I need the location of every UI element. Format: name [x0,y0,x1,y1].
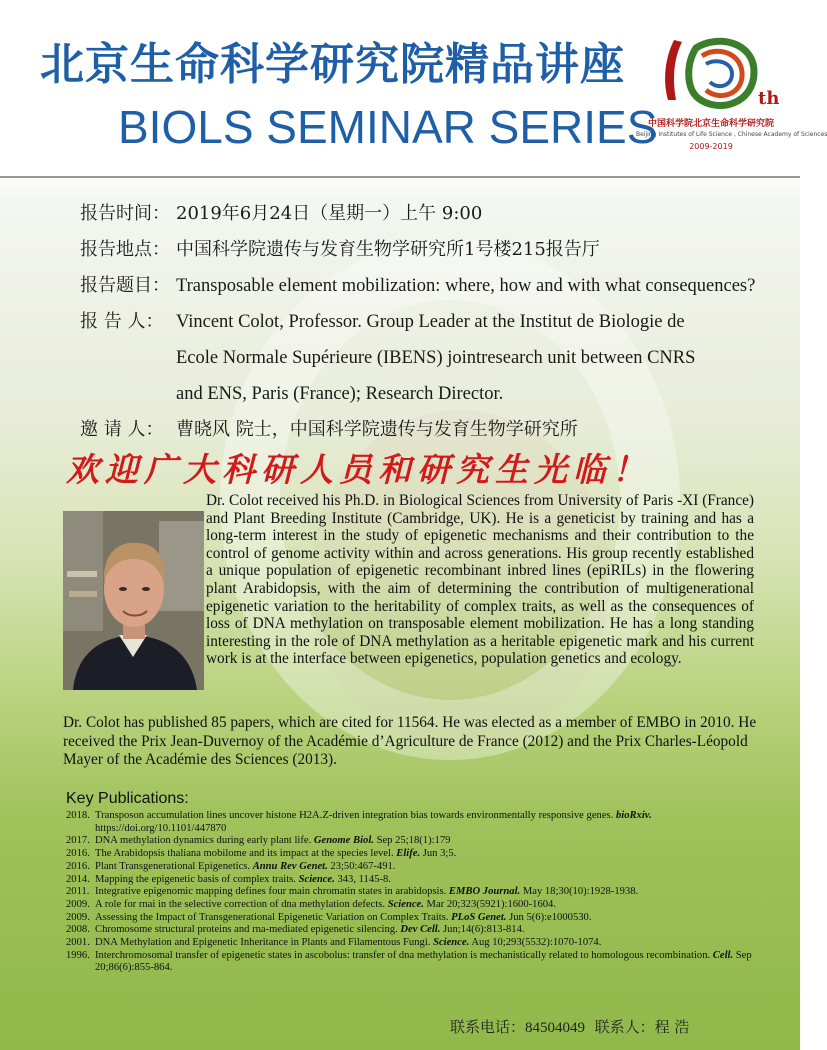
publication-year: 2009. [66,898,90,910]
contact-person-label: 联系人： [594,1018,655,1036]
publication-entry [95,848,456,861]
publication-details: Sep 20;86(6):855-864. [95,949,752,974]
topic-label: 报告题目： [80,275,170,296]
publication-details: 23;50:467-491. [327,860,396,872]
info-host-row [80,412,780,448]
publication-journal: bioRxiv. [615,810,652,821]
speaker-line-2: Ecole Normale Supérieure (IBENS) jointresearch unit between CNRS [176,348,696,368]
publication-item [66,810,766,835]
publication-list [66,810,766,975]
publication-entry [95,835,450,848]
time-value: 2019年6月24日（星期一）上午 9:00 [176,203,483,224]
logo-org-chinese: 中国科学院北京生命科学研究院 [647,119,774,129]
publication-details: Aug 10;293(5532):1070-1074. [469,937,602,949]
welcome-banner: 欢迎广大科研人员和研究生光临！ [66,450,651,489]
publication-journal: Science. [387,898,424,910]
publication-year: 2014. [66,873,90,885]
publication-year: 2011. [66,886,90,898]
publication-item [66,937,766,950]
publication-journal: Annu Rev Genet. [252,860,328,872]
publication-entry [95,899,556,912]
publication-item [66,912,766,925]
ten-anniversary-icon [636,34,786,116]
publication-details: Jun;14(6):813-814. [440,924,525,936]
speaker-achievements-paragraph: Dr. Colot has published 85 papers, which are cited for 11564. He was elected as a member of EMBO in 2010. He received the Prix Jean-Duvernoy of the Académie d’Agriculture de France (2012) and the Prix Charles-Léopold Mayer of the Académie des Sciences (2013). [63,714,757,768]
publication-item [66,950,766,975]
logo-years: 2009-2019 [689,142,733,151]
speaker-label: 报 告 人： [80,311,164,332]
publication-item [66,835,766,848]
publication-journal: Dev Cell. [400,924,441,936]
speaker-line-3: and ENS, Paris (France); Research Director. [176,384,504,404]
publication-journal: Science. [298,873,335,885]
topic-value: Transposable element mobilization: where, how and with what consequences? [176,276,756,296]
publication-journal: PLoS Genet. [451,911,507,923]
publication-entry [95,912,592,925]
publication-year: 2001. [66,937,90,949]
logo-suffix: th [758,88,780,109]
anniversary-logo [636,34,827,159]
header-divider [0,176,800,178]
host-value: 曹晓风 院士，中国科学院遗传与发育生物学研究所 [176,419,578,440]
publication-entry [95,886,638,899]
speaker-portrait-icon [63,511,204,690]
contact-line [450,1016,689,1037]
publication-title: Mapping the epigenetic basis of complex traits. [95,873,299,885]
publication-title: The Arabidopsis thaliana mobilome and its impact at the species level. [95,848,397,860]
speaker-bio-paragraph: Dr. Colot received his Ph.D. in Biological Sciences from University of Paris -XI (France) and Plant Breeding Institute (Cambridge, UK). He is a geneticist by training and has a long-term interest in the study of epigenetic mechanisms and their contribution to the control of genome activity within and across generations. His group recently established a unique population of epigenetic recombinant inbred lines (epiRILs) in the flowering plant Arabidopsis, with the aim of determining the contribution of multigenerational epigenetic variation to the heritability of complex traits, as well as the consequences of loss of DNA methylation on transposable element mobilization. He has a long standing interesting in the role of DNA methylation as a heritable epigenetic mark and his current work is at the interface between epigenetics, population genetics and ecology. [206,492,754,668]
publication-title: Interchromosomal transfer of epigenetic states in ascobolus: transfer of dna methylation is mechanistically related to homologous recombination. [95,949,713,961]
publication-journal: Cell. [712,949,734,961]
publication-year: 2016. [66,860,90,872]
publication-details: https://doi.org/10.1101/447870 [95,822,227,834]
publication-title: Chromosome structural proteins and rna-mediated epigenetic silencing. [95,924,401,936]
publication-item [66,924,766,937]
publication-entry [95,924,525,937]
publication-year: 2009. [66,911,90,923]
publication-entry [95,937,601,950]
publication-details: May 18;30(10):1928-1938. [520,886,639,898]
publication-year: 1996. [66,949,90,961]
publications-heading: Key Publications: [66,790,189,807]
phone-number: 84504049 [525,1020,586,1036]
publication-journal: Science. [433,937,470,949]
publication-item [66,874,766,887]
speaker-line-1: Vincent Colot, Professor. Group Leader at the Institut de Biologie de [176,312,685,332]
place-label: 报告地点： [80,239,170,260]
publication-entry [95,861,395,874]
publication-details: 343, 1145-8. [334,873,391,885]
info-time-row [80,196,780,232]
info-topic-row [80,268,780,304]
phone-label: 联系电话： [450,1018,526,1036]
publication-details: Sep 25;18(1):179 [373,835,451,847]
logo-org-english: Beijing Institutes of Life Science , Chinese Academy of Sciences [636,131,827,138]
publication-entry [95,810,766,835]
publication-year: 2017. [66,835,90,847]
publication-title: Transposon accumulation lines uncover histone H2A.Z-driven integration bias towards environmentally responsive genes. [95,810,616,821]
publication-year: 2018. [66,810,90,821]
place-value: 中国科学院遗传与发育生物学研究所1号楼215报告厅 [176,239,600,260]
time-label: 报告时间： [80,203,170,224]
contact-person: 程 浩 [654,1018,690,1036]
publication-title: DNA methylation dynamics during early plant life. [95,835,314,847]
publication-entry [95,874,391,887]
publication-year: 2008. [66,924,90,936]
publication-details: Jun 3;5. [420,848,457,860]
publication-year: 2016. [66,848,90,860]
publication-title: Assessing the Impact of Transgenerational Epigenetic Variation on Complex Traits. [95,911,452,923]
publication-journal: Genome Biol. [313,835,374,847]
publication-title: DNA Methylation and Epigenetic Inheritance in Plants and Filamentous Fungi. [95,937,434,949]
publication-entry [95,950,766,975]
publication-item [66,899,766,912]
publication-item [66,848,766,861]
publication-journal: Elife. [396,848,421,860]
publication-details: Jun 5(6):e1000530. [506,911,592,923]
host-label: 邀 请 人： [80,419,164,440]
publication-item [66,886,766,899]
publication-details: Mar 20;323(5921):1600-1604. [423,898,557,910]
publication-journal: EMBO Journal. [448,886,521,898]
publication-title: A role for rnai in the selective correction of dna methylation defects. [95,898,388,910]
title-chinese: 北京生命科学研究院精品讲座 [40,39,625,90]
publication-title: Plant Transgenerational Epigenetics. [95,860,253,872]
info-speaker-row [80,304,780,340]
speaker-photo [63,511,204,690]
header-band [0,0,827,176]
publication-title: Integrative epigenomic mapping defines four main chromatin states in arabidopsis. [95,886,449,898]
seminar-info [80,196,780,448]
publication-item [66,861,766,874]
info-place-row [80,232,780,268]
title-english: BIOLS SEMINAR SERIES [118,101,658,153]
